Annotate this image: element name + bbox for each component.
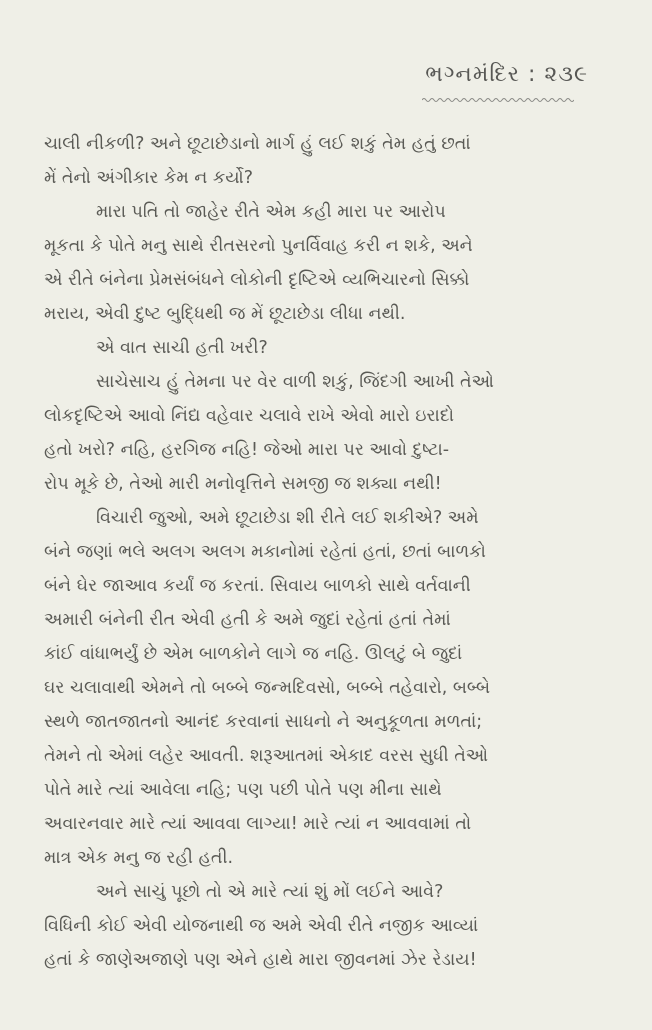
text-line: સાચેસાચ હું તેમના પર વેર વાળી શકું, જિંદગી આખી તેઓ xyxy=(96,372,494,392)
text-line: ચાલી નીકળી? અને છૂટાછેડાનો માર્ગ હું લઈ શકું તેમ હતું છતાં xyxy=(44,134,471,154)
text-line: અવારનવાર મારે ત્યાં આવવા લાગ્યા! મારે ત્યાં ન આવવામાં તો xyxy=(44,814,472,834)
text-line: કાંઈ વાંધાભર્યું છે એમ બાળકોને લાગે જ નહિ. ઊલટું બે જુદાં xyxy=(44,644,463,664)
text-line: હતાં કે જાણેઅજાણે પણ એને હાથે મારા જીવનમાં ઝેર રેડાય! xyxy=(44,950,477,970)
paragraph xyxy=(44,501,610,875)
text-line: રોપ મૂકે છે, તેઓ મારી મનોવૃત્તિને સમજી જ શક્યા નથી! xyxy=(44,474,442,494)
body-text xyxy=(44,127,610,977)
paragraph xyxy=(44,875,610,977)
paragraph xyxy=(44,331,610,365)
text-line: એ વાત સાચી હતી ખરી? xyxy=(96,338,268,358)
text-line: મેં તેનો અંગીકાર કેમ ન કર્યો? xyxy=(44,168,254,188)
text-line: તેમને તો એમાં લહેર આવતી. શરૂઆતમાં એકાદ વરસ સુધી તેઓ xyxy=(44,746,489,766)
paragraph xyxy=(44,365,610,501)
text-line: વિચારી જુઓ, અમે છૂટાછેડા શી રીતે લઈ શકીએ? અમે xyxy=(96,508,479,528)
text-line: એ રીતે બંનેના પ્રેમસંબંધને લોકોની દૃષ્ટિએ વ્યભિચારનો સિક્કો xyxy=(44,270,470,290)
text-line: વિધિની કોઈ એવી યોજનાથી જ અમે એવી રીતે નજીક આવ્યાં xyxy=(44,916,479,936)
page-header xyxy=(425,62,588,87)
paragraph xyxy=(44,195,610,331)
text-line: ઘર ચલાવાથી એમને તો બબ્બે જન્મદિવસો, બબ્બે તહેવારો, બબ્બે xyxy=(44,678,490,698)
text-line: બંને જણાં ભલે અલગ અલગ મકાનોમાં રહેતાં હતાં, છતાં બાળકો xyxy=(44,542,486,562)
text-line: અમારી બંનેની રીત એવી હતી કે અમે જુદાં રહેતાં હતાં તેમાં xyxy=(44,610,451,630)
text-line: માત્ર એક મનુ જ રહી હતી. xyxy=(44,848,234,868)
text-line: સ્થળે જાતજાતનો આનંદ કરવાનાં સાધનો ને અનુકૂળતા મળતાં; xyxy=(44,712,483,732)
text-line: મૂકતા કે પોતે મનુ સાથે રીતસરનો પુનર્વિવાહ કરી ન શકે, અને xyxy=(44,236,473,256)
text-line: લોકદૃષ્ટિએ આવો નિંદ્ય વહેવાર ચલાવે રાખે એવો મારો ઇરાદો xyxy=(44,406,455,426)
header-wavy-rule xyxy=(422,97,574,103)
text-line: બંને ઘેર જાઆવ કર્યાં જ કરતાં. સિવાય બાળકો સાથે વર્તવાની xyxy=(44,576,471,596)
running-title: ભગ્નમંદિર : ૨૩૯ xyxy=(425,62,588,87)
text-line: પોતે મારે ત્યાં આવેલા નહિ; પણ પછી પોતે પણ મીના સાથે xyxy=(44,780,442,800)
text-line: અને સાચું પૂછો તો એ મારે ત્યાં શું મોં લઈને આવે? xyxy=(96,882,444,902)
paragraph xyxy=(44,127,610,195)
text-line: મરાય, એવી દુષ્ટ બુદ્ધિથી જ મેં છૂટાછેડા લીધા નથી. xyxy=(44,304,406,324)
text-line: હતો ખરો? નહિ, હરગિજ નહિ! જેઓ મારા પર આવો દુષ્ટા- xyxy=(44,440,450,460)
text-line: મારા પતિ તો જાહેર રીતે એમ કહી મારા પર આરોપ xyxy=(96,202,446,222)
